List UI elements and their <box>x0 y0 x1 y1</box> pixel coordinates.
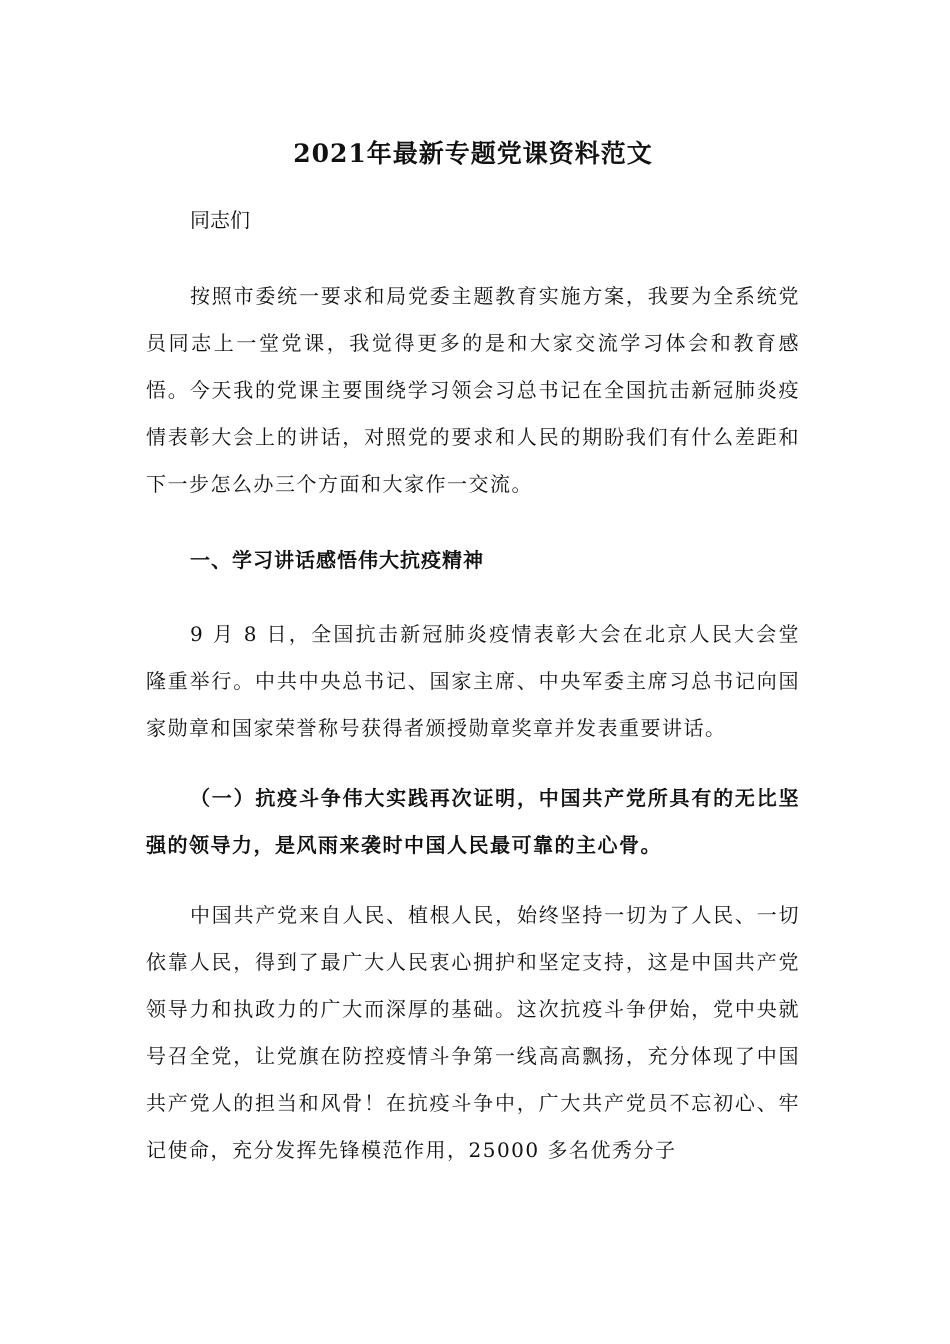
subsection-1-paragraph: 中国共产党来自人民、植根人民，始终坚持一切为了人民、一切依靠人民，得到了最广大人民衷心拥护和坚定支持，这是中国共产党领导力和执政力的广大而深厚的基础。这次抗疫斗争伊始，党中央就号召全党，让党旗在防控疫情斗争第一线高高飘扬，充分体现了中国共产党人的担当和风骨！在抗疫斗争中，广大共产党员不忘初心、牢记使命，充分发挥先锋模范作用，25000 多名优秀分子 <box>146 903 800 1162</box>
document-title: 2021年最新专题党课资料范文 <box>293 139 653 168</box>
intro-paragraph: 按照市委统一要求和局党委主题教育实施方案，我要为全系统党员同志上一堂党课，我觉得更多的是和大家交流学习体会和教育感悟。今天我的党课主要围绕学习领会习总书记在全国抗击新冠肺炎疫情表彰大会上的讲话，对照党的要求和人民的期盼我们有什么差距和下一步怎么办三个方面和大家作一交流。 <box>146 284 800 496</box>
subsection-heading-1: （一）抗疫斗争伟大实践再次证明，中国共产党所具有的无比坚强的领导力，是风雨来袭时中国人民最可靠的主心骨。 <box>146 786 800 857</box>
section-1-paragraph: 9 月 8 日，全国抗击新冠肺炎疫情表彰大会在北京人民大会堂隆重举行。中共中央总书记、国家主席、中央军委主席习总书记向国家勋章和国家荣誉称号获得者颁授勋章奖章并发表重要讲话。 <box>146 622 800 740</box>
section-heading-1: 一、学习讲话感悟伟大抗疫精神 <box>190 548 484 572</box>
greeting: 同志们 <box>190 208 250 232</box>
